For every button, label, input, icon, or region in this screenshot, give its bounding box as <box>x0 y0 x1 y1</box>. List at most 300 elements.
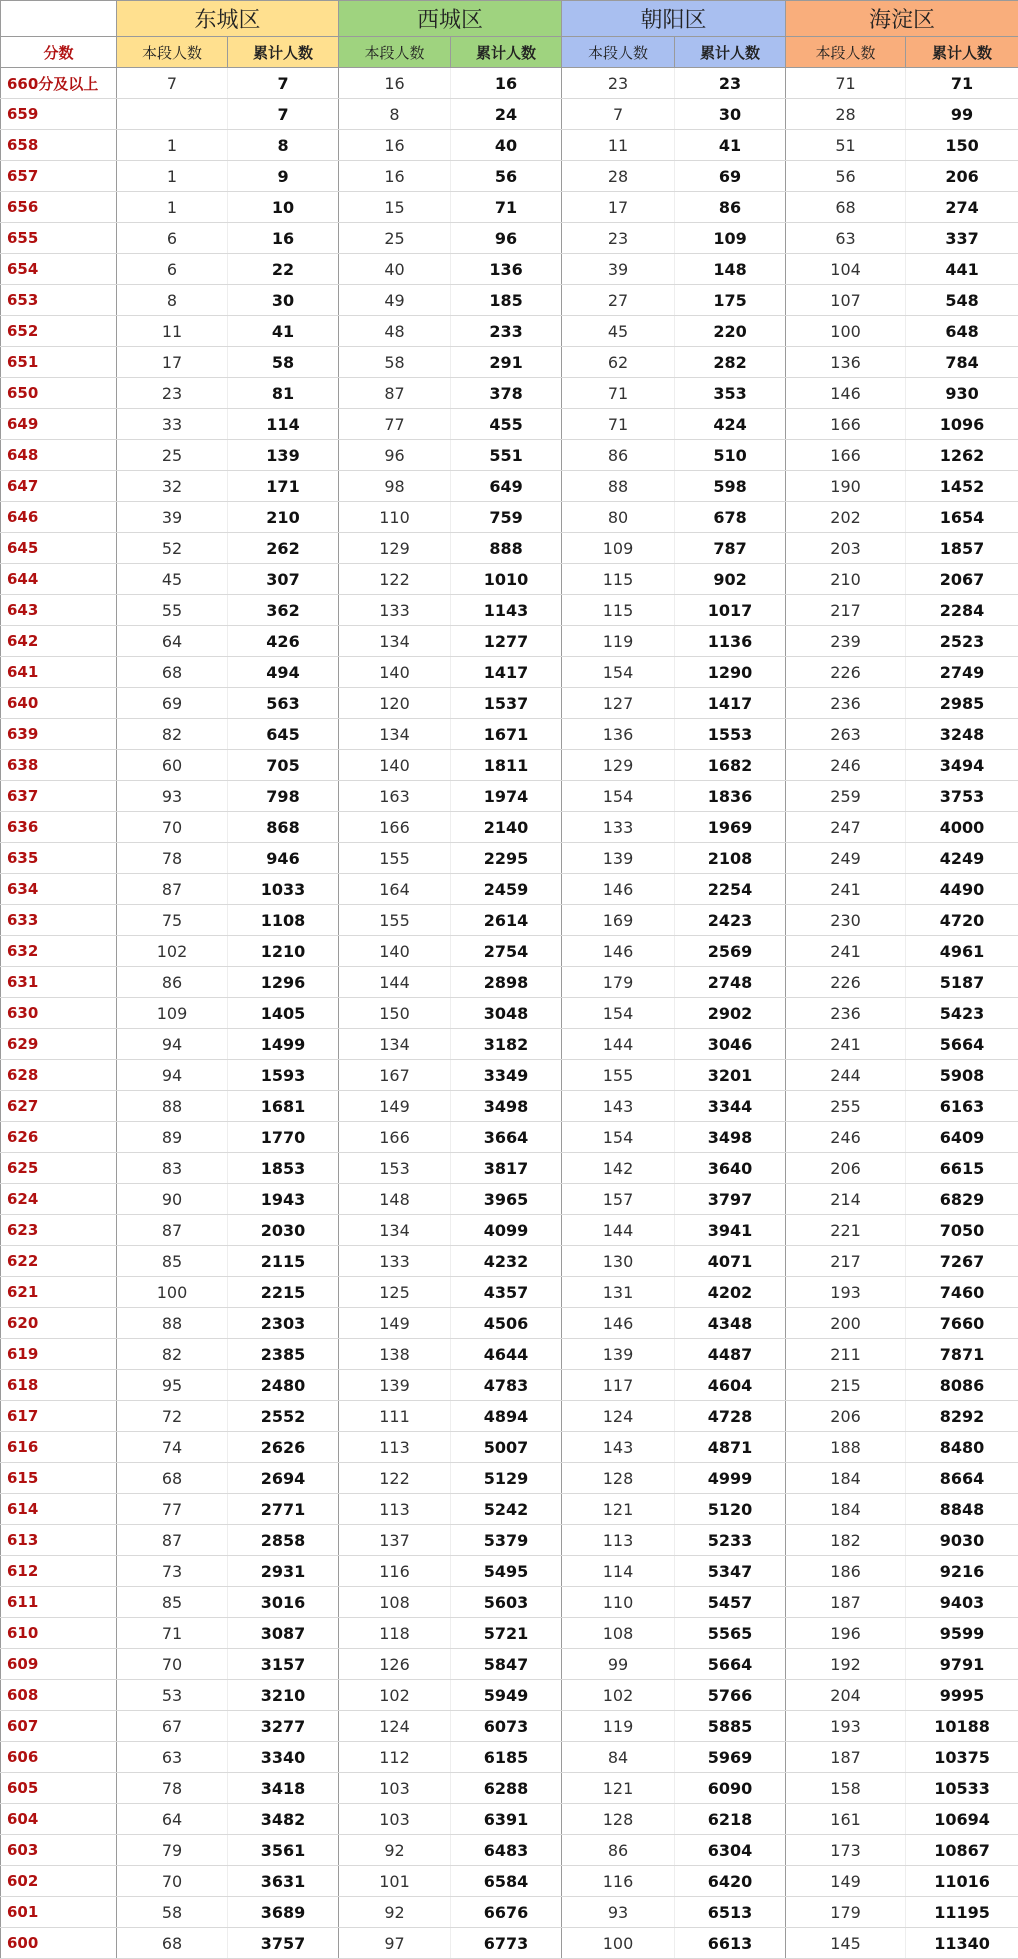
segment-count-cell: 45 <box>117 564 228 595</box>
segment-count-cell: 90 <box>117 1184 228 1215</box>
cumulative-count-cell: 426 <box>228 626 339 657</box>
cumulative-count-cell: 6304 <box>675 1835 786 1866</box>
segment-count-cell: 63 <box>786 223 906 254</box>
cumulative-count-cell: 6483 <box>451 1835 562 1866</box>
cumulative-count-cell: 1974 <box>451 781 562 812</box>
cumulative-count-cell: 3797 <box>675 1184 786 1215</box>
segment-count-cell: 241 <box>786 874 906 905</box>
segment-count-cell: 28 <box>562 161 675 192</box>
cumulative-count-cell: 220 <box>675 316 786 347</box>
segment-count-cell: 118 <box>339 1618 451 1649</box>
segment-count-cell: 17 <box>562 192 675 223</box>
score-cell: 621 <box>1 1277 117 1308</box>
table-row <box>1 223 1018 254</box>
segment-count-cell <box>117 99 228 130</box>
segment-count-cell: 179 <box>562 967 675 998</box>
segment-count-cell: 25 <box>117 440 228 471</box>
cumulative-count-cell: 3277 <box>228 1711 339 1742</box>
segment-count-cell: 25 <box>339 223 451 254</box>
cumulative-count-cell: 3016 <box>228 1587 339 1618</box>
segment-count-cell: 161 <box>786 1804 906 1835</box>
segment-count-cell: 119 <box>562 626 675 657</box>
score-cell: 641 <box>1 657 117 688</box>
score-cell: 650 <box>1 378 117 409</box>
segment-count-cell: 93 <box>117 781 228 812</box>
cumulative-count-cell: 2694 <box>228 1463 339 1494</box>
score-cell: 652 <box>1 316 117 347</box>
segment-count-cell: 16 <box>339 68 451 99</box>
cumulative-count-cell: 2295 <box>451 843 562 874</box>
segment-count-cell: 86 <box>117 967 228 998</box>
segment-count-cell: 68 <box>786 192 906 223</box>
cumulative-count-cell: 2303 <box>228 1308 339 1339</box>
cumulative-count-cell: 282 <box>675 347 786 378</box>
table-row <box>1 192 1018 223</box>
cumulative-count-cell: 2754 <box>451 936 562 967</box>
district-header-dongcheng: 东城区 <box>117 1 339 37</box>
cumulative-count-cell: 6420 <box>675 1866 786 1897</box>
segment-count-cell: 230 <box>786 905 906 936</box>
cumulative-count-cell: 274 <box>906 192 1018 223</box>
table-row <box>1 1494 1018 1525</box>
table-row <box>1 1122 1018 1153</box>
segment-count-cell: 45 <box>562 316 675 347</box>
cumulative-count-cell: 902 <box>675 564 786 595</box>
segment-count-cell: 110 <box>562 1587 675 1618</box>
cumulative-count-cell: 5007 <box>451 1432 562 1463</box>
cumulative-count-cell: 1681 <box>228 1091 339 1122</box>
cumulative-count-header: 累计人数 <box>675 37 786 68</box>
segment-count-cell: 84 <box>562 1742 675 1773</box>
score-cell: 637 <box>1 781 117 812</box>
segment-count-cell: 204 <box>786 1680 906 1711</box>
cumulative-count-cell: 6073 <box>451 1711 562 1742</box>
segment-count-cell: 77 <box>117 1494 228 1525</box>
segment-count-cell: 166 <box>339 812 451 843</box>
segment-count-cell: 259 <box>786 781 906 812</box>
score-cell: 646 <box>1 502 117 533</box>
segment-count-cell: 131 <box>562 1277 675 1308</box>
segment-count-cell: 88 <box>562 471 675 502</box>
segment-count-cell: 121 <box>562 1773 675 1804</box>
table-row <box>1 1711 1018 1742</box>
segment-count-cell: 236 <box>786 998 906 1029</box>
segment-count-cell: 69 <box>117 688 228 719</box>
cumulative-count-cell: 6409 <box>906 1122 1018 1153</box>
cumulative-count-cell: 510 <box>675 440 786 471</box>
cumulative-count-cell: 307 <box>228 564 339 595</box>
cumulative-count-cell: 784 <box>906 347 1018 378</box>
cumulative-count-cell: 6584 <box>451 1866 562 1897</box>
segment-count-cell: 146 <box>562 1308 675 1339</box>
cumulative-count-cell: 3965 <box>451 1184 562 1215</box>
cumulative-count-cell: 3561 <box>228 1835 339 1866</box>
cumulative-count-cell: 4720 <box>906 905 1018 936</box>
segment-count-cell: 100 <box>117 1277 228 1308</box>
segment-count-cell: 190 <box>786 471 906 502</box>
score-cell: 640 <box>1 688 117 719</box>
cumulative-count-cell: 598 <box>675 471 786 502</box>
segment-count-cell: 154 <box>562 657 675 688</box>
segment-count-cell: 102 <box>117 936 228 967</box>
table-row <box>1 378 1018 409</box>
score-cell: 617 <box>1 1401 117 1432</box>
cumulative-count-cell: 868 <box>228 812 339 843</box>
cumulative-count-cell: 2108 <box>675 843 786 874</box>
cumulative-count-cell: 10375 <box>906 1742 1018 1773</box>
segment-count-cell: 97 <box>339 1928 451 1959</box>
segment-count-cell: 166 <box>339 1122 451 1153</box>
score-cell: 653 <box>1 285 117 316</box>
segment-count-cell: 86 <box>562 1835 675 1866</box>
cumulative-count-cell: 2459 <box>451 874 562 905</box>
segment-count-cell: 154 <box>562 1122 675 1153</box>
score-cell: 611 <box>1 1587 117 1618</box>
cumulative-count-cell: 81 <box>228 378 339 409</box>
score-cell: 628 <box>1 1060 117 1091</box>
score-cell: 659 <box>1 99 117 130</box>
segment-count-cell: 39 <box>117 502 228 533</box>
cumulative-count-cell: 2902 <box>675 998 786 1029</box>
segment-count-cell: 39 <box>562 254 675 285</box>
segment-count-cell: 114 <box>562 1556 675 1587</box>
cumulative-count-cell: 3210 <box>228 1680 339 1711</box>
score-cell: 649 <box>1 409 117 440</box>
cumulative-count-cell: 3349 <box>451 1060 562 1091</box>
segment-count-cell: 136 <box>786 347 906 378</box>
segment-count-cell: 139 <box>562 1339 675 1370</box>
segment-count-cell: 200 <box>786 1308 906 1339</box>
cumulative-count-cell: 4099 <box>451 1215 562 1246</box>
segment-count-cell: 17 <box>117 347 228 378</box>
table-row <box>1 1773 1018 1804</box>
cumulative-count-cell: 1811 <box>451 750 562 781</box>
segment-count-cell: 1 <box>117 130 228 161</box>
score-cell: 631 <box>1 967 117 998</box>
cumulative-count-cell: 1943 <box>228 1184 339 1215</box>
cumulative-count-cell: 5908 <box>906 1060 1018 1091</box>
cumulative-count-cell: 1108 <box>228 905 339 936</box>
segment-count-cell: 133 <box>562 812 675 843</box>
segment-count-cell: 146 <box>562 936 675 967</box>
cumulative-count-cell: 5129 <box>451 1463 562 1494</box>
segment-count-cell: 143 <box>562 1091 675 1122</box>
cumulative-count-cell: 6615 <box>906 1153 1018 1184</box>
segment-count-cell: 113 <box>339 1432 451 1463</box>
segment-count-cell: 55 <box>117 595 228 626</box>
segment-count-cell: 121 <box>562 1494 675 1525</box>
cumulative-count-cell: 8848 <box>906 1494 1018 1525</box>
cumulative-count-cell: 455 <box>451 409 562 440</box>
cumulative-count-cell: 150 <box>906 130 1018 161</box>
table-row <box>1 843 1018 874</box>
cumulative-count-header: 累计人数 <box>451 37 562 68</box>
table-row <box>1 1432 1018 1463</box>
cumulative-count-cell: 7460 <box>906 1277 1018 1308</box>
segment-count-cell: 68 <box>117 1928 228 1959</box>
cumulative-count-cell: 171 <box>228 471 339 502</box>
segment-count-cell: 15 <box>339 192 451 223</box>
segment-count-cell: 246 <box>786 1122 906 1153</box>
segment-count-cell: 211 <box>786 1339 906 1370</box>
cumulative-count-cell: 4071 <box>675 1246 786 1277</box>
cumulative-count-cell: 5495 <box>451 1556 562 1587</box>
table-row <box>1 1680 1018 1711</box>
cumulative-count-cell: 3340 <box>228 1742 339 1773</box>
cumulative-count-cell: 3498 <box>675 1122 786 1153</box>
segment-count-cell: 1 <box>117 192 228 223</box>
segment-count-cell: 184 <box>786 1494 906 1525</box>
segment-count-cell: 164 <box>339 874 451 905</box>
segment-count-cell: 149 <box>339 1308 451 1339</box>
score-cell: 626 <box>1 1122 117 1153</box>
segment-count-cell: 73 <box>117 1556 228 1587</box>
cumulative-count-cell: 3087 <box>228 1618 339 1649</box>
cumulative-count-cell: 41 <box>228 316 339 347</box>
segment-count-cell: 48 <box>339 316 451 347</box>
cumulative-count-cell: 2626 <box>228 1432 339 1463</box>
segment-count-cell: 40 <box>339 254 451 285</box>
table-row <box>1 347 1018 378</box>
cumulative-count-cell: 5885 <box>675 1711 786 1742</box>
segment-count-cell: 53 <box>117 1680 228 1711</box>
score-cell: 644 <box>1 564 117 595</box>
segment-count-cell: 23 <box>562 68 675 99</box>
segment-count-cell: 182 <box>786 1525 906 1556</box>
cumulative-count-cell: 22 <box>228 254 339 285</box>
cumulative-count-cell: 3757 <box>228 1928 339 1959</box>
cumulative-count-cell: 175 <box>675 285 786 316</box>
cumulative-count-cell: 99 <box>906 99 1018 130</box>
cumulative-count-cell: 4604 <box>675 1370 786 1401</box>
cumulative-count-cell: 3941 <box>675 1215 786 1246</box>
cumulative-count-cell: 353 <box>675 378 786 409</box>
segment-count-cell: 71 <box>562 378 675 409</box>
segment-count-cell: 169 <box>562 905 675 936</box>
table-row <box>1 657 1018 688</box>
segment-count-cell: 104 <box>786 254 906 285</box>
segment-count-cell: 129 <box>562 750 675 781</box>
cumulative-count-cell: 5969 <box>675 1742 786 1773</box>
cumulative-count-cell: 4487 <box>675 1339 786 1370</box>
cumulative-count-cell: 424 <box>675 409 786 440</box>
segment-count-cell: 188 <box>786 1432 906 1463</box>
segment-count-cell: 108 <box>562 1618 675 1649</box>
segment-count-cell: 210 <box>786 564 906 595</box>
table-row <box>1 626 1018 657</box>
segment-count-cell: 92 <box>339 1835 451 1866</box>
cumulative-count-cell: 1671 <box>451 719 562 750</box>
cumulative-count-cell: 4783 <box>451 1370 562 1401</box>
cumulative-count-cell: 114 <box>228 409 339 440</box>
table-row <box>1 688 1018 719</box>
segment-count-cell: 60 <box>117 750 228 781</box>
segment-count-cell: 49 <box>339 285 451 316</box>
segment-count-cell: 206 <box>786 1153 906 1184</box>
cumulative-count-cell: 96 <box>451 223 562 254</box>
score-column-header: 分数 <box>1 37 117 68</box>
segment-count-cell: 78 <box>117 1773 228 1804</box>
cumulative-count-cell: 5664 <box>675 1649 786 1680</box>
cumulative-count-cell: 2115 <box>228 1246 339 1277</box>
segment-count-cell: 113 <box>562 1525 675 1556</box>
cumulative-count-cell: 206 <box>906 161 1018 192</box>
segment-count-cell: 115 <box>562 595 675 626</box>
cumulative-count-cell: 3048 <box>451 998 562 1029</box>
cumulative-count-cell: 548 <box>906 285 1018 316</box>
cumulative-count-cell: 9995 <box>906 1680 1018 1711</box>
segment-count-cell: 142 <box>562 1153 675 1184</box>
cumulative-count-cell: 4999 <box>675 1463 786 1494</box>
cumulative-count-cell: 6090 <box>675 1773 786 1804</box>
segment-count-cell: 187 <box>786 1587 906 1618</box>
segment-count-header: 本段人数 <box>117 37 228 68</box>
segment-count-cell: 8 <box>339 99 451 130</box>
cumulative-count-cell: 4644 <box>451 1339 562 1370</box>
table-row <box>1 1091 1018 1122</box>
cumulative-count-cell: 3753 <box>906 781 1018 812</box>
table-row <box>1 99 1018 130</box>
segment-count-cell: 127 <box>562 688 675 719</box>
segment-count-cell: 130 <box>562 1246 675 1277</box>
cumulative-count-cell: 2385 <box>228 1339 339 1370</box>
cumulative-count-cell: 3344 <box>675 1091 786 1122</box>
score-cell: 624 <box>1 1184 117 1215</box>
cumulative-count-cell: 3482 <box>228 1804 339 1835</box>
segment-count-header: 本段人数 <box>339 37 451 68</box>
cumulative-count-cell: 2931 <box>228 1556 339 1587</box>
score-cell: 651 <box>1 347 117 378</box>
cumulative-count-cell: 136 <box>451 254 562 285</box>
segment-count-cell: 226 <box>786 657 906 688</box>
cumulative-count-cell: 563 <box>228 688 339 719</box>
segment-count-cell: 134 <box>339 626 451 657</box>
segment-count-cell: 16 <box>339 130 451 161</box>
cumulative-count-cell: 3157 <box>228 1649 339 1680</box>
cumulative-count-cell: 2215 <box>228 1277 339 1308</box>
table-row <box>1 1370 1018 1401</box>
cumulative-count-cell: 551 <box>451 440 562 471</box>
cumulative-count-cell: 6513 <box>675 1897 786 1928</box>
segment-count-cell: 126 <box>339 1649 451 1680</box>
cumulative-count-cell: 3689 <box>228 1897 339 1928</box>
segment-count-cell: 77 <box>339 409 451 440</box>
segment-count-cell: 192 <box>786 1649 906 1680</box>
segment-count-cell: 11 <box>117 316 228 347</box>
segment-count-cell: 74 <box>117 1432 228 1463</box>
cumulative-count-cell: 4357 <box>451 1277 562 1308</box>
cumulative-count-cell: 5120 <box>675 1494 786 1525</box>
district-header-haidian: 海淀区 <box>786 1 1018 37</box>
segment-count-cell: 102 <box>562 1680 675 1711</box>
cumulative-count-cell: 1853 <box>228 1153 339 1184</box>
cumulative-count-cell: 3201 <box>675 1060 786 1091</box>
cumulative-count-cell: 71 <box>906 68 1018 99</box>
cumulative-count-cell: 69 <box>675 161 786 192</box>
cumulative-count-cell: 1405 <box>228 998 339 1029</box>
score-cell: 609 <box>1 1649 117 1680</box>
segment-count-cell: 133 <box>339 1246 451 1277</box>
cumulative-count-cell: 1682 <box>675 750 786 781</box>
segment-count-cell: 263 <box>786 719 906 750</box>
segment-count-cell: 100 <box>562 1928 675 1959</box>
segment-count-cell: 7 <box>117 68 228 99</box>
cumulative-count-cell: 3631 <box>228 1866 339 1897</box>
segment-count-cell: 226 <box>786 967 906 998</box>
segment-count-cell: 138 <box>339 1339 451 1370</box>
table-row <box>1 68 1018 99</box>
cumulative-count-cell: 109 <box>675 223 786 254</box>
segment-count-cell: 92 <box>339 1897 451 1928</box>
cumulative-count-cell: 362 <box>228 595 339 626</box>
segment-count-cell: 87 <box>117 874 228 905</box>
cumulative-count-cell: 4490 <box>906 874 1018 905</box>
cumulative-count-cell: 41 <box>675 130 786 161</box>
cumulative-count-cell: 2985 <box>906 688 1018 719</box>
cumulative-count-cell: 798 <box>228 781 339 812</box>
cumulative-count-cell: 649 <box>451 471 562 502</box>
segment-count-cell: 241 <box>786 1029 906 1060</box>
table-row <box>1 1401 1018 1432</box>
segment-count-cell: 109 <box>562 533 675 564</box>
district-header-chaoyang: 朝阳区 <box>562 1 786 37</box>
segment-count-cell: 96 <box>339 440 451 471</box>
cumulative-count-header: 累计人数 <box>906 37 1018 68</box>
table-row <box>1 1060 1018 1091</box>
segment-count-cell: 187 <box>786 1742 906 1773</box>
cumulative-count-cell: 10694 <box>906 1804 1018 1835</box>
score-cell: 601 <box>1 1897 117 1928</box>
score-cell: 625 <box>1 1153 117 1184</box>
cumulative-count-cell: 2771 <box>228 1494 339 1525</box>
cumulative-count-cell: 8664 <box>906 1463 1018 1494</box>
table-row <box>1 1742 1018 1773</box>
table-row <box>1 1215 1018 1246</box>
score-cell: 618 <box>1 1370 117 1401</box>
segment-count-cell: 217 <box>786 595 906 626</box>
table-row <box>1 130 1018 161</box>
cumulative-count-cell: 7660 <box>906 1308 1018 1339</box>
segment-count-cell: 117 <box>562 1370 675 1401</box>
segment-count-cell: 136 <box>562 719 675 750</box>
cumulative-count-cell: 5949 <box>451 1680 562 1711</box>
segment-count-cell: 108 <box>339 1587 451 1618</box>
score-cell: 614 <box>1 1494 117 1525</box>
score-cell: 657 <box>1 161 117 192</box>
segment-count-cell: 62 <box>562 347 675 378</box>
cumulative-count-cell: 16 <box>451 68 562 99</box>
cumulative-count-cell: 210 <box>228 502 339 533</box>
segment-count-cell: 103 <box>339 1804 451 1835</box>
segment-count-cell: 116 <box>339 1556 451 1587</box>
cumulative-count-cell: 5766 <box>675 1680 786 1711</box>
segment-count-cell: 247 <box>786 812 906 843</box>
table-row <box>1 998 1018 1029</box>
cumulative-count-cell: 139 <box>228 440 339 471</box>
table-row <box>1 1928 1018 1959</box>
segment-count-cell: 214 <box>786 1184 906 1215</box>
cumulative-count-cell: 2523 <box>906 626 1018 657</box>
cumulative-count-cell: 3664 <box>451 1122 562 1153</box>
segment-count-cell: 83 <box>117 1153 228 1184</box>
segment-count-cell: 58 <box>117 1897 228 1928</box>
table-row <box>1 874 1018 905</box>
cumulative-count-cell: 86 <box>675 192 786 223</box>
cumulative-count-cell: 4894 <box>451 1401 562 1432</box>
score-cell: 660分及以上 <box>1 68 117 99</box>
cumulative-count-cell: 2898 <box>451 967 562 998</box>
segment-count-cell: 158 <box>786 1773 906 1804</box>
